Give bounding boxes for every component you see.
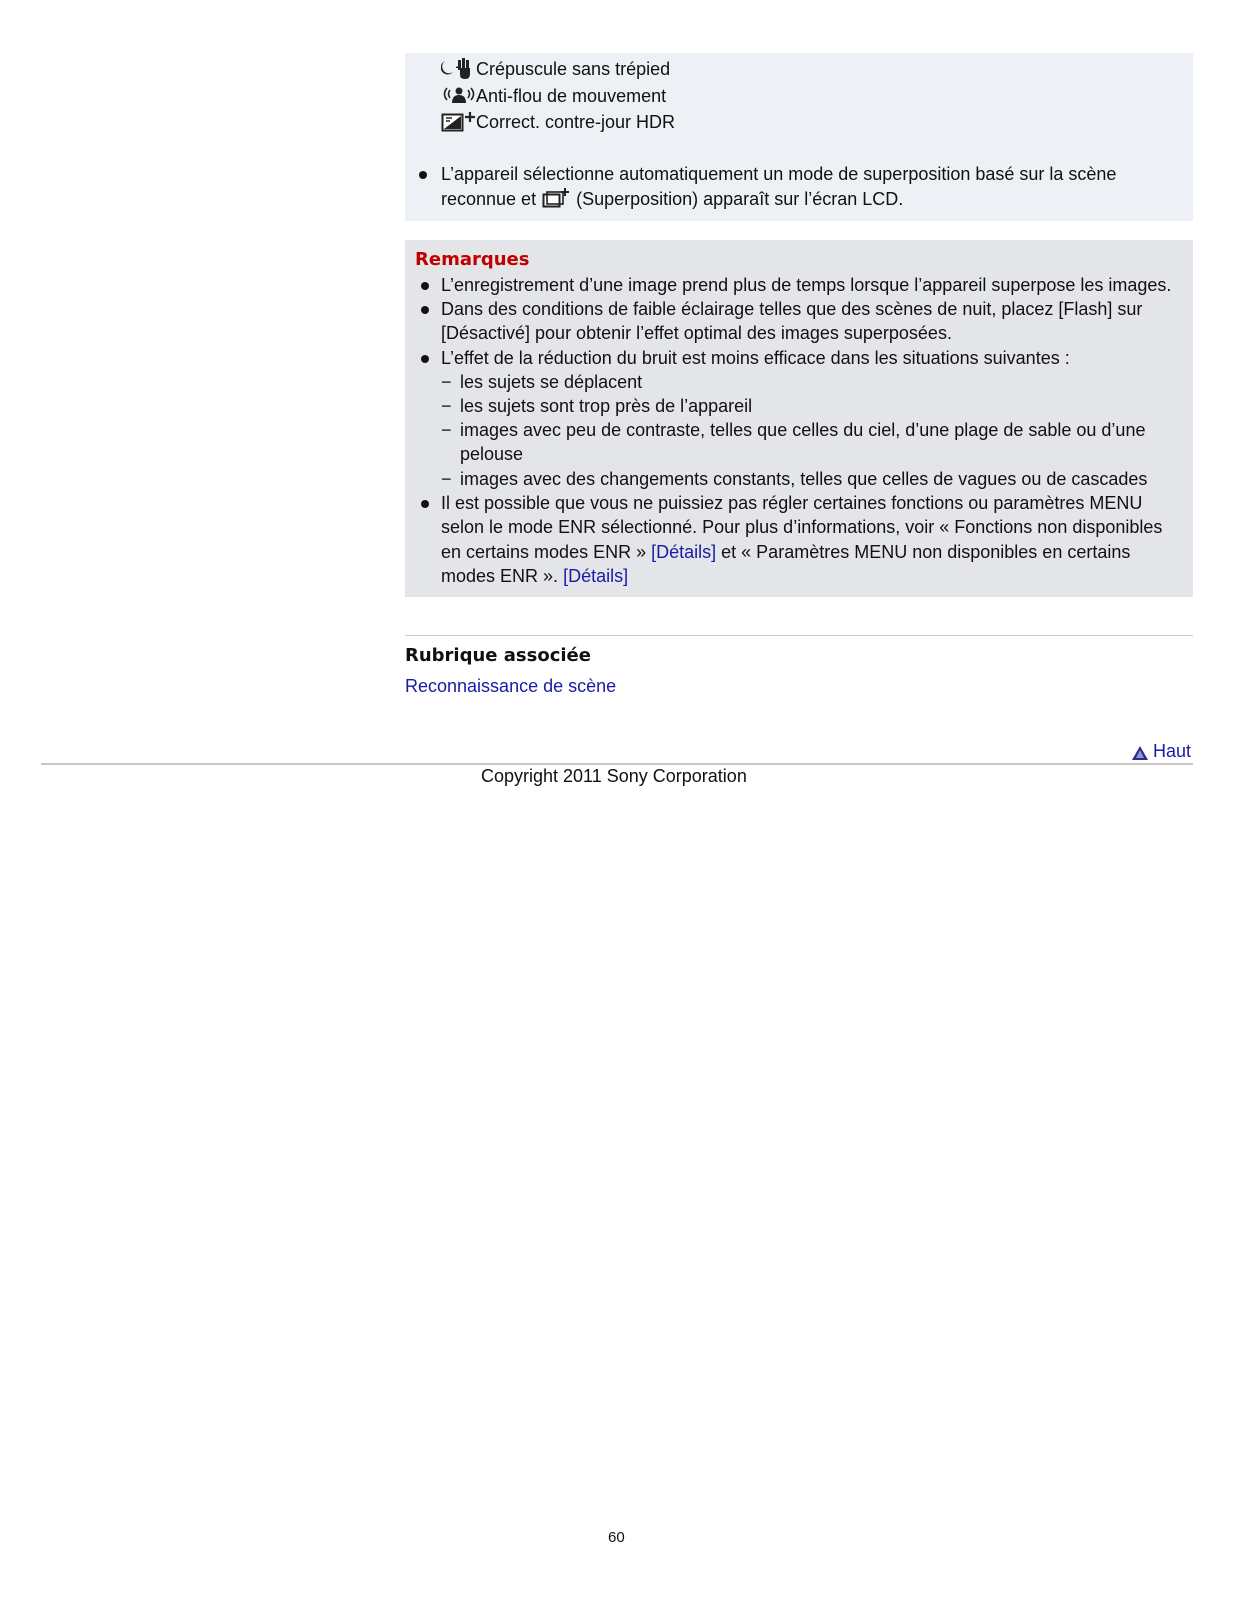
twilight-handheld-icon (441, 57, 473, 81)
remarques-title: Remarques (415, 249, 530, 270)
bullet (421, 355, 429, 363)
back-to-top-link[interactable] (1131, 739, 1191, 763)
auto-note-text-after: (Superposition) apparaît sur l’écran LCD. (576, 189, 904, 209)
details-link-1[interactable]: [Détails] (651, 541, 717, 562)
bullet (421, 500, 429, 508)
related-link-scene-recognition[interactable]: Reconnaissance de scène (405, 676, 617, 696)
dash: − (441, 396, 452, 416)
mode-item (441, 110, 675, 134)
auto-note-line2 (441, 187, 903, 211)
remark-item (441, 346, 1186, 370)
remark-item (441, 297, 1186, 346)
dash: − (441, 420, 452, 440)
remark-text: et « Paramètres MENU non disponibles en certains modes ENR ». (441, 541, 1131, 587)
sub-item (441, 418, 1185, 467)
page-number: 60 (608, 1529, 625, 1546)
bullet (419, 171, 427, 179)
auto-note-line1: L’appareil sélectionne automatiquement un mode de superposition basé sur la scène (441, 164, 1117, 184)
sub-item-text: images avec des changements constants, telles que celles de vagues ou de cascades (460, 469, 1148, 489)
mode-label-backlight-hdr: Correct. contre-jour HDR (476, 112, 676, 132)
dash: − (441, 469, 452, 489)
mode-label-twilight-handheld: Crépuscule sans trépied (476, 59, 671, 79)
bullet (421, 282, 429, 290)
remarques-box (405, 240, 1193, 597)
mode-label-anti-motion-blur: Anti-flou de mouvement (476, 86, 667, 106)
sub-item (441, 467, 1185, 491)
related-title: Rubrique associée (405, 645, 591, 666)
sub-item-text: les sujets sont trop près de l’appareil (460, 396, 753, 416)
sub-item (441, 370, 1185, 394)
remark-item (441, 491, 1186, 589)
remark-text: L’effet de la réduction du bruit est moins efficace dans les situations suivantes : (441, 348, 1070, 368)
backlight-hdr-icon (441, 110, 473, 134)
mode-info-box (405, 53, 1193, 221)
remark-text: Il est possible que vous ne puissiez pas régler certaines fonctions ou paramètres MENU selon le mode ENR sélectionné. Pour plus d’informations, voir « Fonctions non disponibles en certains modes ENR » (441, 493, 1163, 562)
remark-text: L’enregistrement d’une image prend plus de temps lorsque l’appareil superpose les images. (441, 275, 1172, 295)
remark-text: Dans des conditions de faible éclairage telles que des scènes de nuit, placez [Flash] sur [Désactivé] pour obtenir l’effet optimal des images superposées. (441, 299, 1143, 344)
mode-item (441, 57, 670, 81)
details-link-2[interactable]: [Détails] (563, 566, 629, 587)
bullet (421, 306, 429, 314)
remark-item (441, 273, 1186, 297)
copyright-text: Copyright 2011 Sony Corporation (481, 766, 747, 786)
auto-note-text-before: reconnue et (441, 189, 537, 209)
dash: − (441, 372, 452, 392)
back-to-top-label: Haut (1153, 741, 1192, 761)
superposition-icon (542, 187, 570, 211)
mode-item (441, 84, 666, 108)
sub-item (441, 394, 1185, 418)
anti-motion-blur-icon (441, 84, 473, 108)
related-divider (405, 635, 1193, 636)
sub-item-text: les sujets se déplacent (460, 372, 643, 392)
up-arrow-icon (1131, 743, 1149, 759)
sub-item-text: images avec peu de contraste, telles que celles du ciel, d’une plage de sable ou d’une pelouse (460, 420, 1146, 465)
